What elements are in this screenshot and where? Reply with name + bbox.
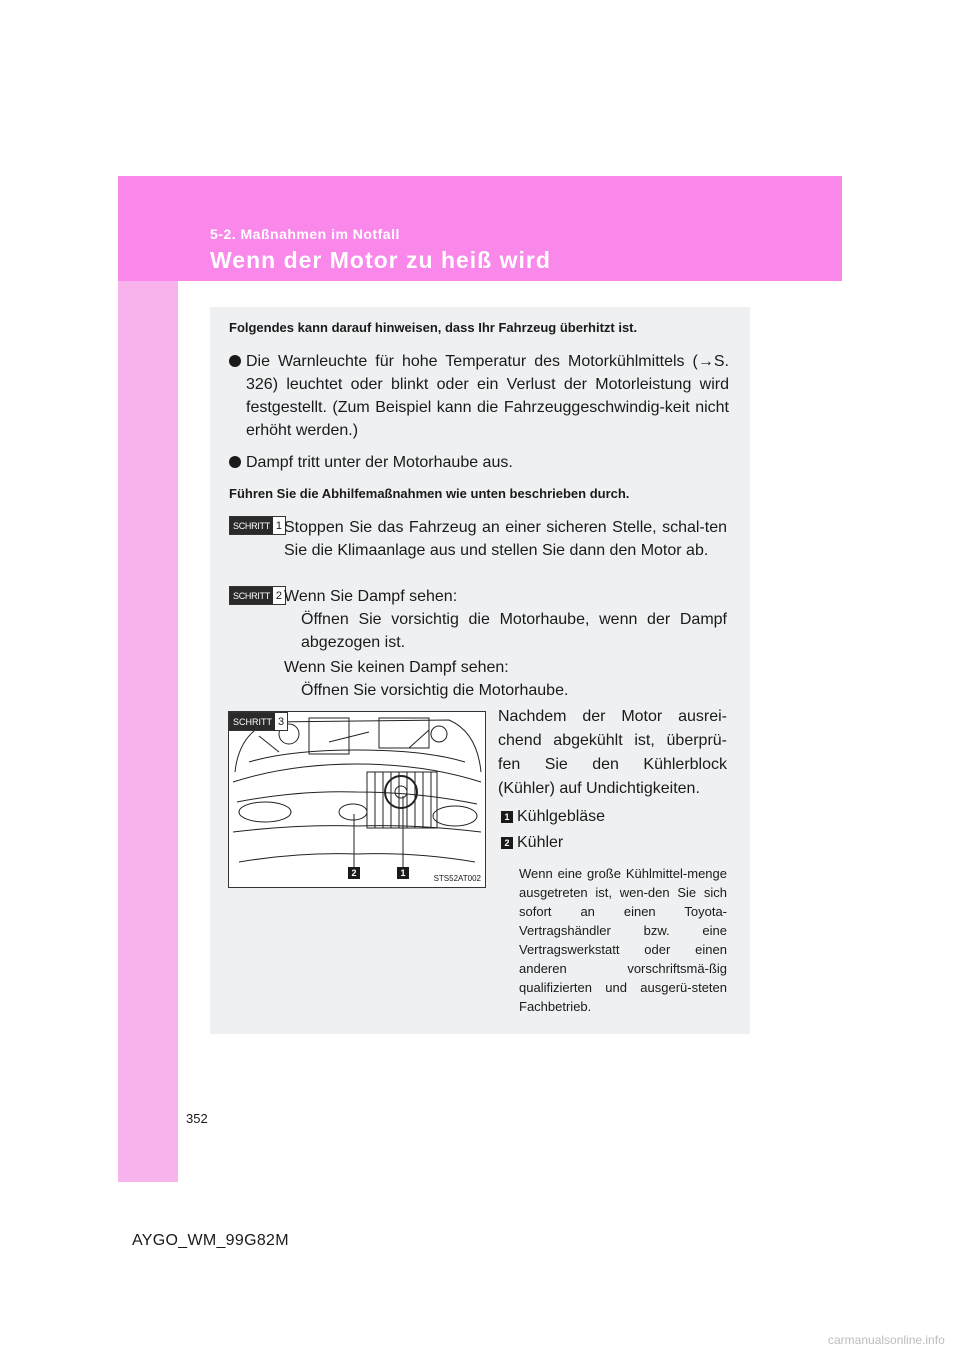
callout-badge: 2 <box>348 867 360 879</box>
engine-illustration <box>228 711 486 888</box>
chapter-sidebar-band <box>118 176 178 1182</box>
step-word: SCHRITT <box>230 713 275 730</box>
figure-code: STS52AT002 <box>433 874 481 883</box>
legend-number: 2 <box>501 837 513 849</box>
bullet-dot-icon <box>229 456 241 468</box>
step-2-action-a: Öffnen Sie vorsichtig die Motorhaube, wenn der Dampf abgezogen ist. <box>301 611 727 651</box>
legend-item <box>501 834 563 852</box>
step-1-text: Stoppen Sie das Fahrzeug an einer sicheren Stelle, schal-ten Sie die Klimaanlage aus und stellen Sie dann den Motor ab. <box>284 519 727 559</box>
intro-text: Folgendes kann darauf hinweisen, dass Ihr Fahrzeug überhitzt ist. <box>229 320 638 335</box>
step-3-badge <box>229 712 288 731</box>
step-2-condition-a: Wenn Sie Dampf sehen: <box>284 588 458 605</box>
document-code: AYGO_WM_99G82M <box>132 1232 289 1249</box>
legend-number: 1 <box>501 811 513 823</box>
bullet-text: Die Warnleuchte für hohe Temperatur des Motorkühlmittels (→S. 326) leuchtet oder blinkt oder ein Verlust der Motorleistung wird festgestellt. (Zum Beispiel kann die Fahrzeuggeschwindig-keit nicht erhöht werden.) <box>246 353 729 439</box>
step-word: SCHRITT <box>230 517 273 534</box>
engine-bay-drawing <box>229 712 485 887</box>
legend-label: Kühler <box>517 834 564 851</box>
step-word: SCHRITT <box>230 587 273 604</box>
callout-badge: 1 <box>397 867 409 879</box>
bullet-warning-light <box>229 350 729 442</box>
step-1-badge <box>229 516 286 535</box>
step-2-condition-b: Wenn Sie keinen Dampf sehen: <box>284 659 509 676</box>
step-number: 3 <box>277 715 285 728</box>
watermark: carmanualsonline.info <box>828 1333 945 1347</box>
step-2-badge <box>229 586 286 605</box>
legend-item <box>501 808 605 826</box>
instruction-text: Führen Sie die Abhilfemaßnahmen wie unten beschrieben durch. <box>229 486 630 501</box>
note-text: Wenn eine große Kühlmittel-menge ausgetreten ist, wen-den Sie sich sofort an einen Toyota-Vertragshändler bzw. eine Vertragswerkstatt oder einen anderen vorschriftsmä-ßig qualifizierten und ausgerü-steten Fachbetrieb. <box>519 866 727 1014</box>
step-3-text: Nachdem der Motor ausrei-chend abgekühlt ist, überprü-fen Sie den Kühlerblock (Kühler) auf Undichtigkeiten. <box>498 708 727 797</box>
step-number: 2 <box>273 587 285 604</box>
legend-label: Kühlgebläse <box>517 808 606 825</box>
page-number: 352 <box>186 1111 208 1126</box>
page-title: Wenn der Motor zu heiß wird <box>210 247 551 273</box>
step-number: 1 <box>273 517 285 534</box>
bullet-text: Dampf tritt unter der Motorhaube aus. <box>246 454 513 471</box>
section-label: 5-2. Maßnahmen im Notfall <box>210 226 400 242</box>
step-2-action-b: Öffnen Sie vorsichtig die Motorhaube. <box>301 682 569 699</box>
bullet-dot-icon <box>229 355 241 367</box>
bullet-steam <box>229 451 729 474</box>
